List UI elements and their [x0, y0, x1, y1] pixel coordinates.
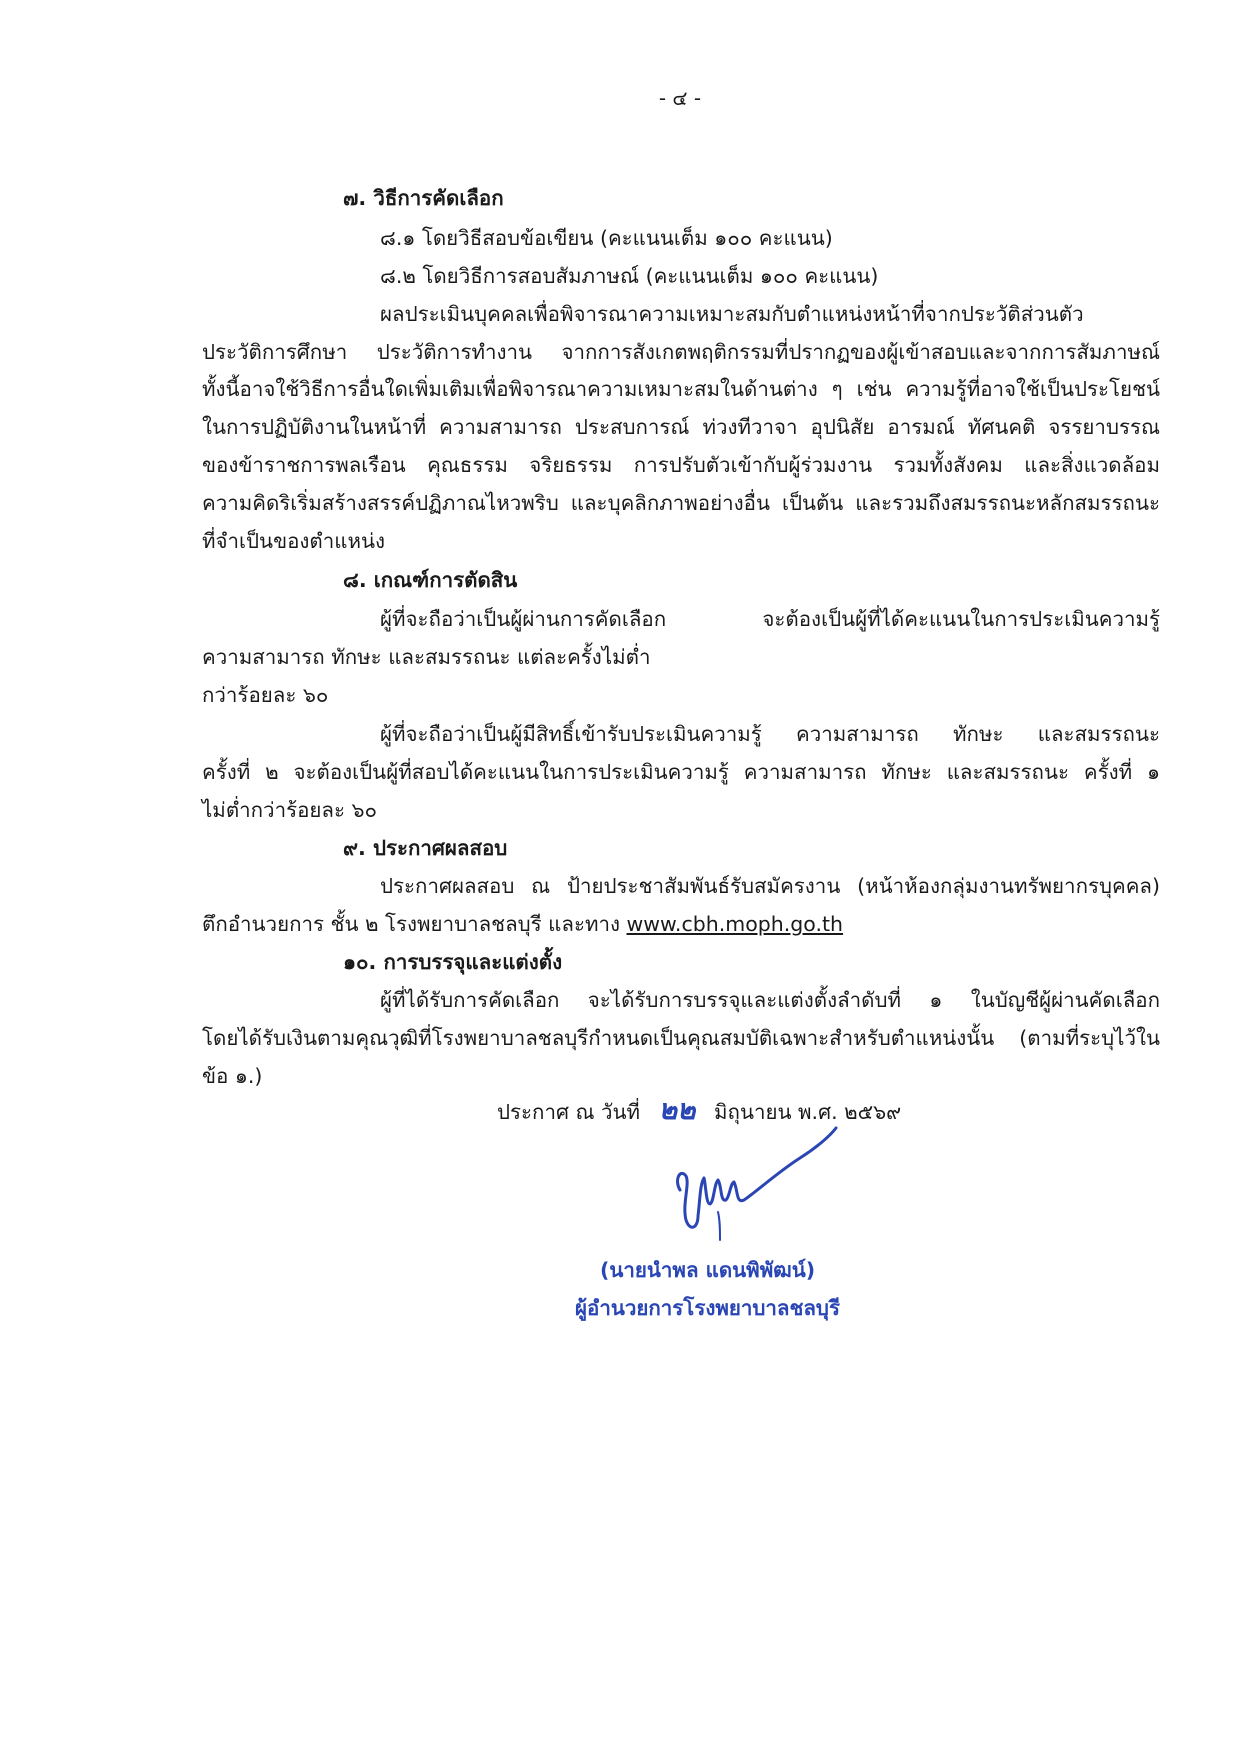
- section-7-item-2: ๘.๒ โดยวิธีการสอบสัมภาษณ์ (คะแนนเต็ม ๑๐๐ คะแนน): [380, 264, 879, 288]
- announcement-suffix: มิถุนายน พ.ศ. ๒๕๖๙: [714, 1100, 902, 1124]
- section-9-line-text: ตึกอำนวยการ ชั้น ๒ โรงพยาบาลชลบุรี และทาง: [202, 912, 627, 936]
- section-8-para-line: กว่าร้อยละ ๖๐: [202, 683, 329, 707]
- section-10-para-line: ผู้ที่ได้รับการคัดเลือก จะได้รับการบรรจุและแต่งตั้งลำดับที่ ๑ ในบัญชีผู้ผ่านคัดเลือก: [380, 988, 1160, 1012]
- signature-image: [660, 1120, 860, 1250]
- section-10-para-line: โดยได้รับเงินตามคุณวุฒิที่โรงพยาบาลชลบุรีกำหนดเป็นคุณสมบัติเฉพาะสำหรับตำแหน่งนั้น (ตามที่ระบุไว้ใน: [202, 1026, 1160, 1050]
- section-10-para-line: ข้อ ๑.): [202, 1064, 263, 1088]
- section-7-item-1: ๘.๑ โดยวิธีสอบข้อเขียน (คะแนนเต็ม ๑๐๐ คะแนน): [380, 226, 833, 250]
- section-8-para-line: ผู้ที่จะถือว่าเป็นผู้มีสิทธิ์เข้ารับประเมินความรู้ ความสามารถ ทักษะ และสมรรถนะ: [380, 722, 1160, 746]
- section-9-heading: ๙. ประกาศผลสอบ: [343, 836, 508, 860]
- announcement-prefix: ประกาศ ณ วันที่: [497, 1100, 641, 1124]
- section-7-para-line: ของข้าราชการพลเรือน คุณธรรม จริยธรรม การปรับตัวเข้ากับผู้ร่วมงาน รวมทั้งสังคม และสิ่งแวดล้อม: [202, 453, 1160, 477]
- section-7-para-line: ผลประเมินบุคคลเพื่อพิจารณาความเหมาะสมกับตำแหน่งหน้าที่จากประวัติส่วนตัว: [380, 302, 1084, 326]
- section-7-para-line: ประวัติการศึกษา ประวัติการทำงาน จากการสังเกตพฤติกรรมที่ปรากฏของผู้เข้าสอบและจากการสัมภาษณ์: [202, 340, 1160, 364]
- section-7-para-line: ทั้งนี้อาจใช้วิธีการอื่นใดเพิ่มเติมเพื่อพิจารณาความเหมาะสมในด้านต่าง ๆ เช่น ความรู้ที่อาจใช้เป็นประโยชน์: [202, 377, 1160, 401]
- page-number: - ๔ -: [658, 86, 702, 110]
- section-8-heading: ๘. เกณฑ์การตัดสิน: [343, 568, 518, 592]
- handwritten-day: ๒๒: [658, 1093, 696, 1126]
- section-9-line: ประกาศผลสอบ ณ ป้ายประชาสัมพันธ์รับสมัครงาน (หน้าห้องกลุ่มงานทรัพยากรบุคคล): [380, 874, 1160, 898]
- section-10-heading: ๑๐. การบรรจุและแต่งตั้ง: [343, 950, 563, 974]
- section-7-para-line: ในการปฏิบัติงานในหน้าที่ ความสามารถ ประสบการณ์ ท่วงทีวาจา อุปนิสัย อารมณ์ ทัศนคติ จรรยาบรรณ: [202, 415, 1160, 439]
- section-7-heading: ๗. วิธีการคัดเลือก: [343, 186, 504, 210]
- section-8-para-line: ไม่ต่ำกว่าร้อยละ ๖๐: [202, 798, 378, 822]
- section-8-para-line: ครั้งที่ ๒ จะต้องเป็นผู้ที่สอบได้คะแนนในการประเมินความรู้ ความสามารถ ทักษะ และสมรรถนะ ครั้งที่ ๑: [202, 760, 1160, 784]
- signer-position: ผู้อำนวยการโรงพยาบาลชลบุรี: [575, 1296, 840, 1320]
- section-7-para-line: ที่จำเป็นของตำแหน่ง: [202, 529, 385, 553]
- signer-name: (นายนำพล แดนพิพัฒน์): [600, 1258, 816, 1282]
- section-9-line: [202, 910, 843, 938]
- section-8-para-line: ผู้ที่จะถือว่าเป็นผู้ผ่านการคัดเลือก จะต้องเป็นผู้ที่ได้คะแนนในการประเมินความรู้: [380, 607, 1160, 631]
- section-7-para-line: ความคิดริเริ่มสร้างสรรค์ปฏิภาณไหวพริบ และบุคลิกภาพอย่างอื่น เป็นต้น และรวมถึงสมรรถนะหลักสมรรถนะ: [202, 491, 1160, 515]
- section-8-para-line: ความสามารถ ทักษะ และสมรรถนะ แต่ละครั้งไม่ต่ำ: [202, 645, 651, 669]
- website-link[interactable]: www.cbh.moph.go.th: [626, 912, 844, 936]
